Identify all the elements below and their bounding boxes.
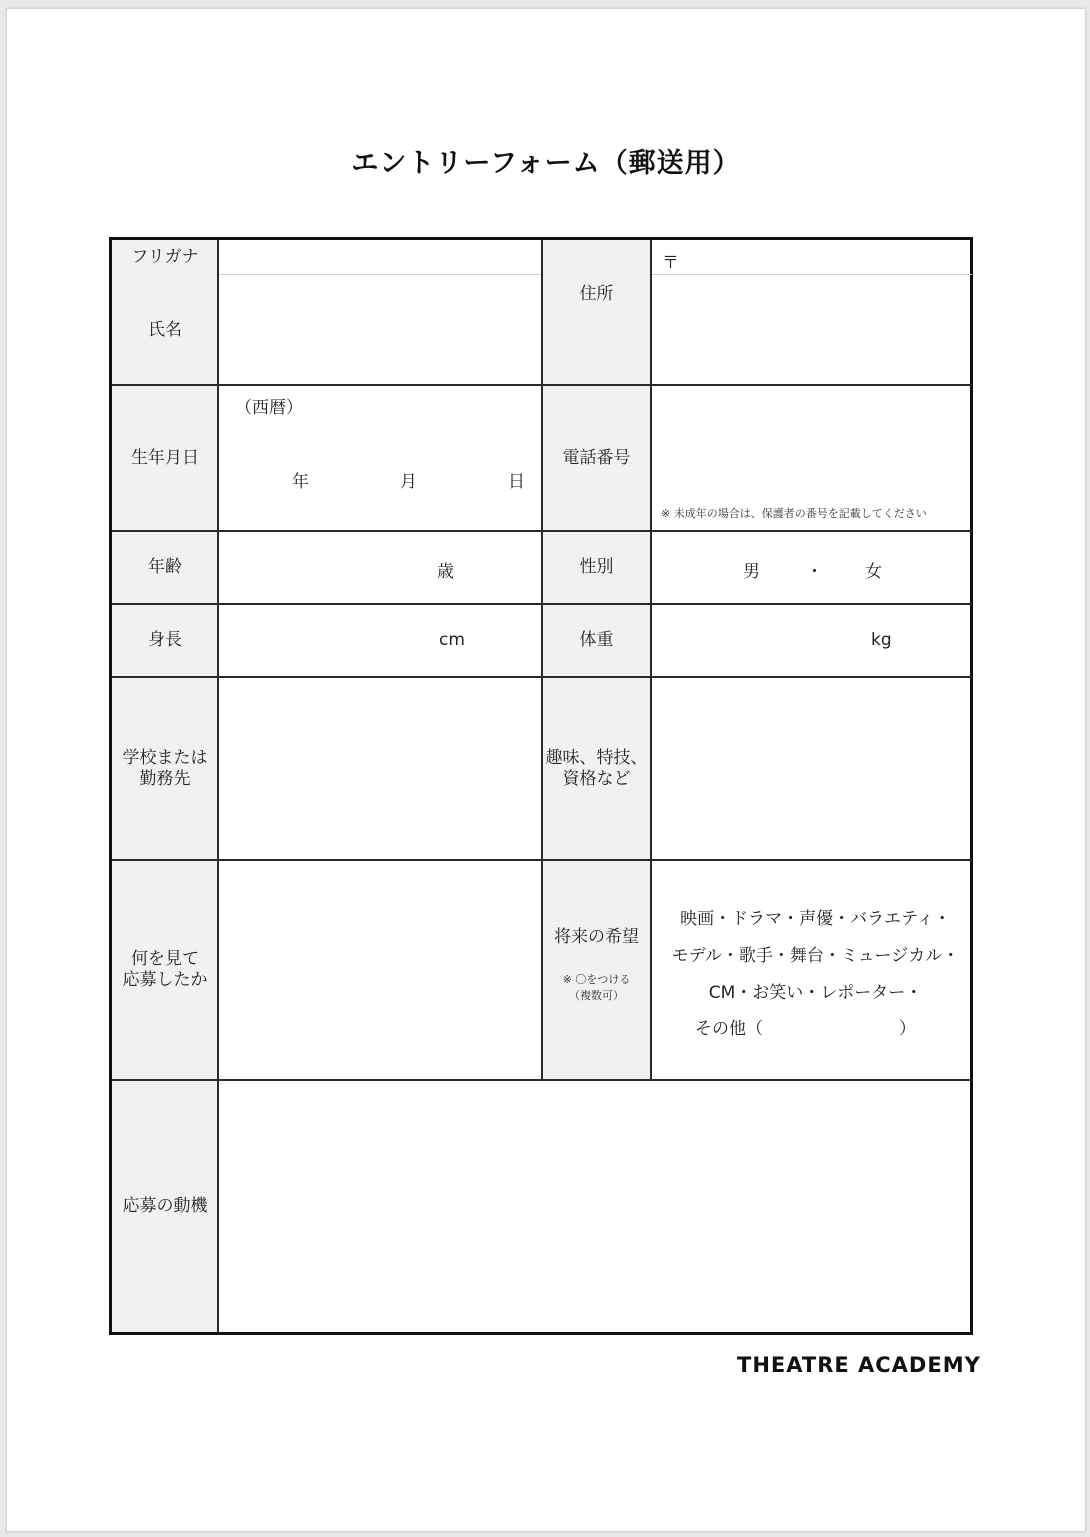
brand-logo: THEATRE ACADEMY [737,1353,981,1377]
divider [651,274,972,275]
label-source: 何を見て 応募したか [112,860,218,1080]
motive-field[interactable] [219,1081,971,1331]
birthday-day-unit: 日 [508,472,525,492]
wish-options-line1[interactable]: 映画・ドラマ・声優・バラエティ・ [680,909,951,929]
address-field[interactable] [651,275,971,384]
postal-mark: 〒 [662,253,679,273]
height-field[interactable] [219,605,541,676]
label-height: 身長 [112,604,218,677]
label-birthday: 生年月日 [112,385,218,531]
label-name: 氏名 [112,275,218,385]
divider [219,274,542,275]
wish-field[interactable] [651,861,971,1079]
label-phone: 電話番号 [543,385,650,531]
divider [650,240,652,1080]
source-field[interactable] [219,861,541,1079]
gender-separator: ・ [806,562,823,582]
label-hobby: 趣味、特技、 資格など [543,677,650,860]
weight-unit: kg [871,630,892,650]
wish-options-line4[interactable]: その他（ ） [695,1019,916,1039]
birthday-era-note: （西暦） [235,398,303,418]
gender-male[interactable]: 男 [743,562,760,582]
age-field[interactable] [219,532,541,603]
form-sheet [6,8,1086,1532]
divider [217,240,219,1332]
age-unit: 歳 [437,562,454,582]
weight-field[interactable] [651,605,971,676]
wish-options-line3[interactable]: CM・お笑い・レポーター・ [708,983,923,1003]
school-field[interactable] [219,678,541,859]
page-title: エントリーフォーム（郵送用） [351,148,741,179]
label-address: 住所 [543,240,650,385]
label-gender: 性別 [543,531,650,604]
wish-options-line2[interactable]: モデル・歌手・舞台・ミュージカル・ [671,946,960,966]
name-field[interactable] [219,275,541,384]
label-school: 学校または 勤務先 [112,677,218,860]
label-furigana: フリガナ [112,240,218,275]
height-unit: cm [439,630,465,650]
label-age: 年齢 [112,531,218,604]
furigana-field[interactable] [219,240,541,274]
label-weight: 体重 [543,604,650,677]
birthday-year-unit: 年 [292,472,309,492]
label-motive: 応募の動機 [112,1080,218,1332]
phone-note: ※ 未成年の場合は、保護者の番号を記載してください [661,507,927,520]
birthday-month-unit: 月 [400,472,417,492]
hobby-field[interactable] [651,678,971,859]
label-wish: 将来の希望 ※ 〇をつける （複数可） [543,860,650,1080]
postal-code-field[interactable] [651,240,971,274]
gender-female[interactable]: 女 [865,562,882,582]
divider [541,240,543,1080]
